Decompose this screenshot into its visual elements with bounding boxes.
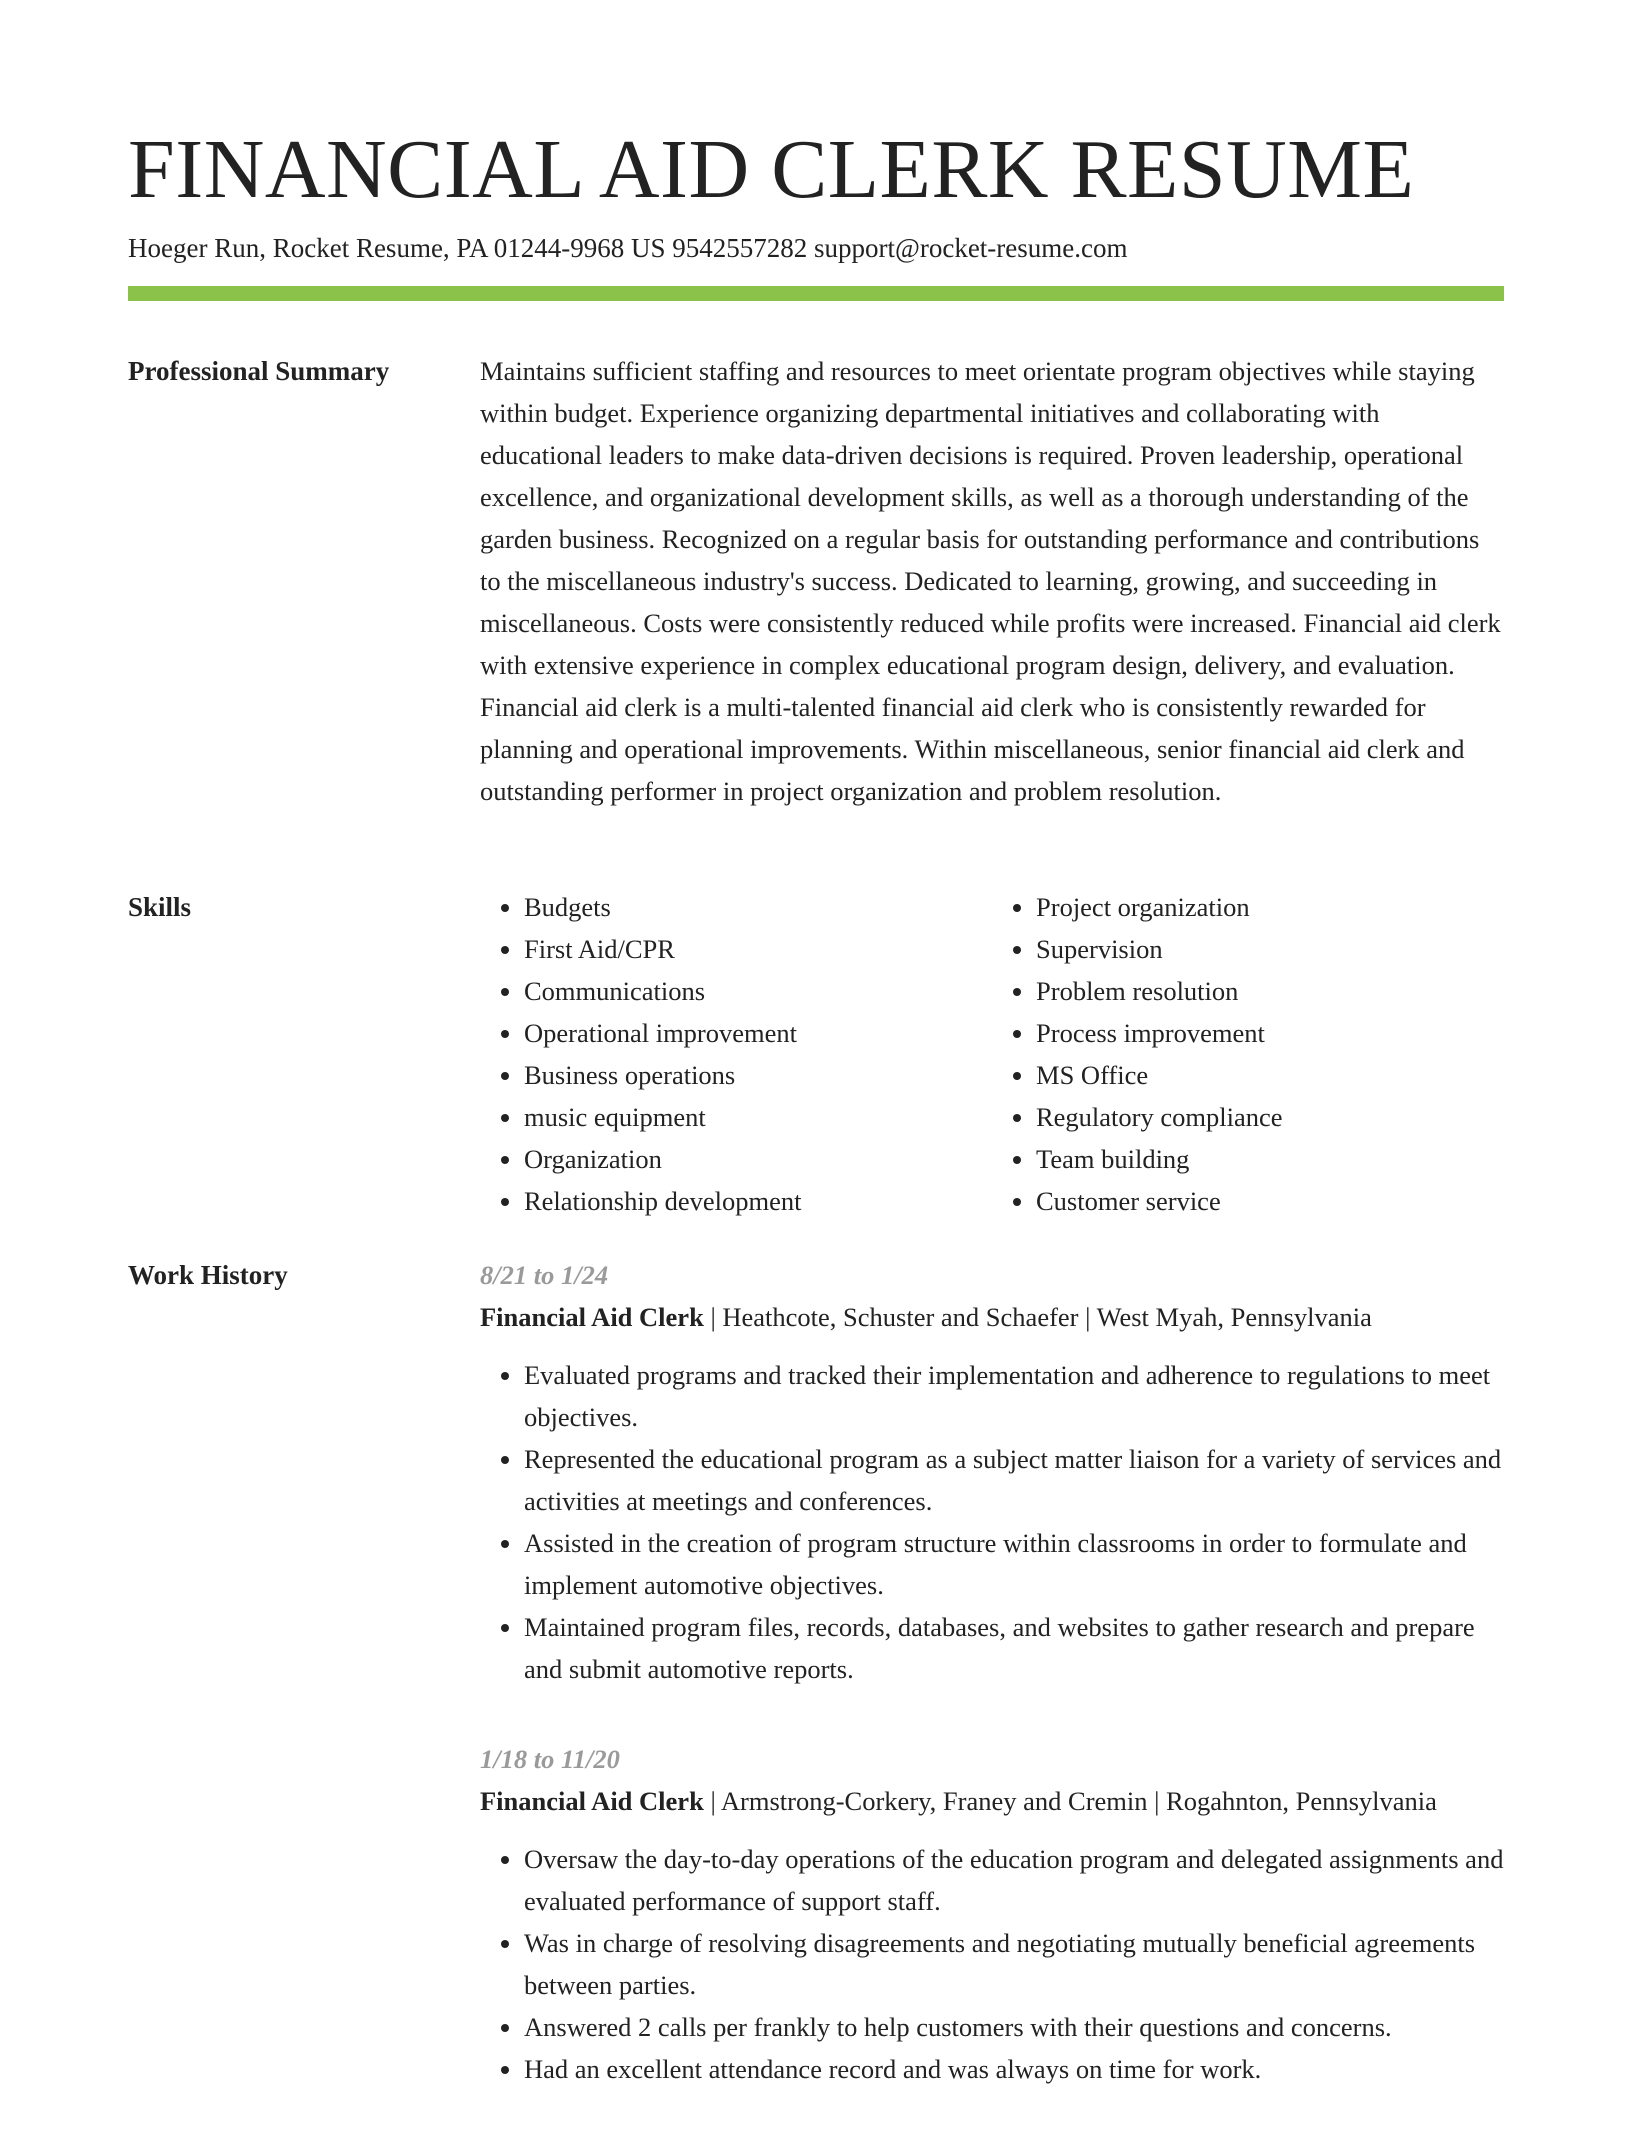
job-heading [480,1296,1504,1338]
header-accent-rule [128,286,1504,301]
job-duties-list [480,1354,1504,1690]
skill-item: • music equipment [524,1096,992,1138]
skill-item: • Relationship development [524,1180,992,1222]
skills-list-left [480,886,992,1222]
skill-item: • Business operations [524,1054,992,1096]
job-heading [480,1780,1504,1822]
job-entry [480,1254,1504,1690]
skill-item: • Organization [524,1138,992,1180]
job-entry [480,1738,1504,2090]
job-duty: • Evaluated programs and tracked their implementation and adherence to regulations to meet objectives. [524,1354,1504,1438]
job-employer-location: | Heathcote, Schuster and Schaefer | West Myah, Pennsylvania [703,1302,1372,1332]
contact-info: Hoeger Run, Rocket Resume, PA 01244-9968 US 9542557282 support@rocket-resume.com [128,233,1128,263]
job-dates: 8/21 to 1/24 [480,1260,609,1290]
skills-body [480,886,1504,1222]
job-duty: • Assisted in the creation of program structure within classrooms in order to formulate and implement automotive objectives. [524,1522,1504,1606]
resume-title: FINANCIAL AID CLERK RESUME [128,123,1415,216]
skill-item: • Regulatory compliance [1036,1096,1504,1138]
skills-list-right [992,886,1504,1222]
skill-item: • Operational improvement [524,1012,992,1054]
job-duty: • Oversaw the day-to-day operations of the education program and delegated assignments and evaluated performance of support staff. [524,1838,1504,1922]
skill-item: • MS Office [1036,1054,1504,1096]
job-employer-location: | Armstrong-Corkery, Franey and Cremin | Rogahnton, Pennsylvania [703,1786,1437,1816]
skill-item: • Team building [1036,1138,1504,1180]
skill-item: • First Aid/CPR [524,928,992,970]
summary-label: Professional Summary [128,356,390,386]
job-title: Financial Aid Clerk [480,1302,704,1332]
job-duty: • Represented the educational program as a subject matter liaison for a variety of services and activities at meetings and conferences. [524,1438,1504,1522]
skills-columns [480,886,1504,1222]
skill-item: • Customer service [1036,1180,1504,1222]
skill-item: • Budgets [524,886,992,928]
job-duty: • Maintained program files, records, databases, and websites to gather research and prepare and submit automotive reports. [524,1606,1504,1690]
skill-item: • Communications [524,970,992,1012]
skill-item: • Project organization [1036,886,1504,928]
job-duty: • Answered 2 calls per frankly to help customers with their questions and concerns. [524,2006,1504,2048]
work-history-label: Work History [128,1260,288,1290]
work-history-body [480,1254,1504,2138]
job-duties-list [480,1838,1504,2090]
skill-item: • Problem resolution [1036,970,1504,1012]
job-dates: 1/18 to 11/20 [480,1744,620,1774]
summary-body [480,350,1504,812]
job-duty: • Had an excellent attendance record and was always on time for work. [524,2048,1504,2090]
summary-text: Maintains sufficient staffing and resources to meet orientate program objectives while staying within budget. Experience organizing departmental initiatives and collaborating with educational leaders to make data-driven decisions is required. Proven leadership, operational excellence, and organizational development skills, as well as a thorough understanding of the garden business. Recognized on a regular basis for outstanding performance and contributions to the miscellaneous industry's success. Dedicated to learning, growing, and succeeding in miscellaneous. Costs were consistently reduced while profits were increased. Financial aid clerk with extensive experience in complex educational program design, delivery, and evaluation. Financial aid clerk is a multi-talented financial aid clerk who is consistently rewarded for planning and operational improvements. Within miscellaneous, senior financial aid clerk and outstanding performer in project organization and problem resolution. [480,356,1501,806]
job-title: Financial Aid Clerk [480,1786,704,1816]
skill-item: • Process improvement [1036,1012,1504,1054]
skills-label: Skills [128,892,192,922]
skill-item: • Supervision [1036,928,1504,970]
job-duty: • Was in charge of resolving disagreements and negotiating mutually beneficial agreements between parties. [524,1922,1504,2006]
